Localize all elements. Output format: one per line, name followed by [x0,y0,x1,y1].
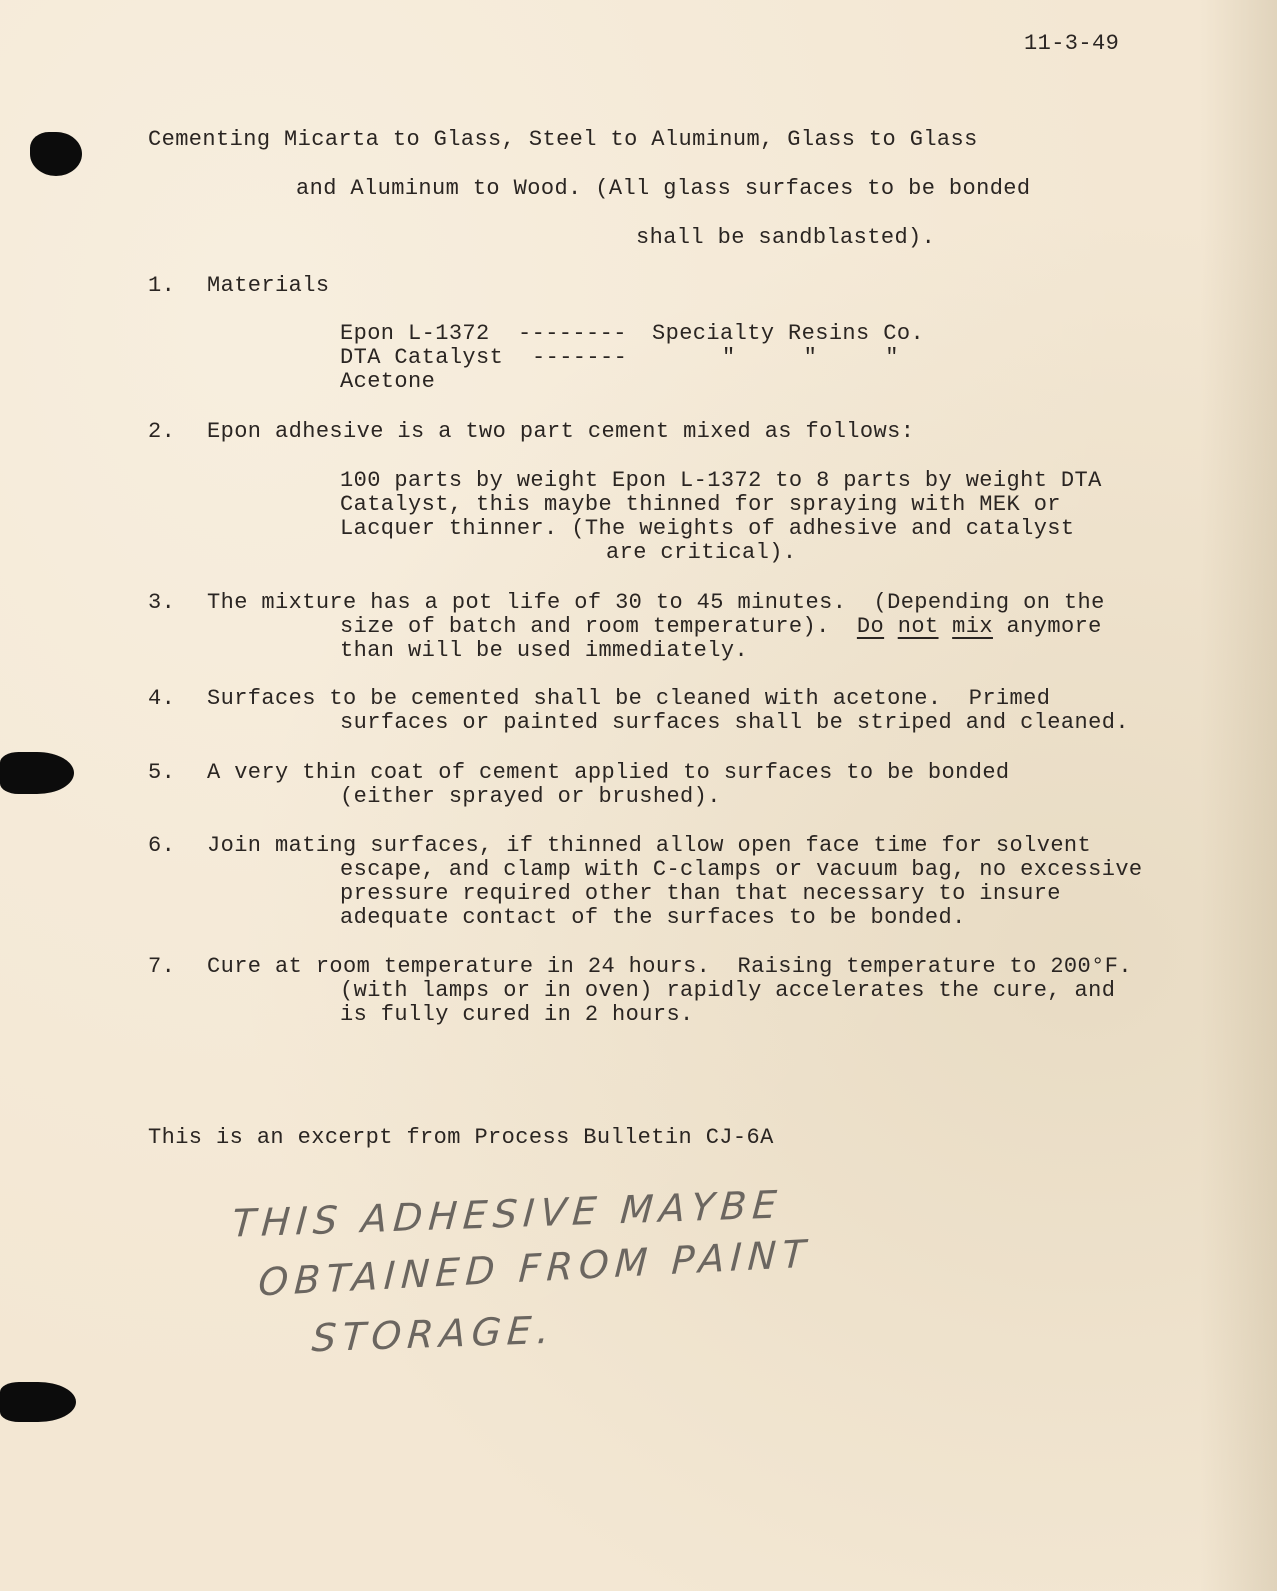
title-line: shall be sandblasted). [636,225,936,250]
document-date: 11-3-49 [1024,31,1120,56]
section-line: is fully cured in 2 hours. [340,1002,694,1027]
section-line: adequate contact of the surfaces to be bonded. [340,905,966,930]
material-dashes: ------- [532,345,628,370]
section-number: 2. [148,419,176,444]
detail-line: Lacquer thinner. (The weights of adhesive and catalyst [340,516,1075,541]
section-text: Epon adhesive is a two part cement mixed as follows: [207,419,915,444]
section-line: escape, and clamp with C-clamps or vacuum bag, no excessive [340,857,1143,882]
title-line: Cementing Micarta to Glass, Steel to Aluminum, Glass to Glass [148,127,978,152]
section-line: Surfaces to be cemented shall be cleaned with acetone. Primed [207,686,1051,711]
punch-hole-middle [0,752,74,794]
underlined-word: not [897,614,939,639]
section-number: 6. [148,833,176,858]
section-number: 3. [148,590,176,615]
underlined-word: Do [856,614,885,639]
section-line: Join mating surfaces, if thinned allow open face time for solvent [207,833,1092,858]
section-line: Cure at room temperature in 24 hours. Raising temperature to 200°F. [207,954,1132,979]
punch-hole-bottom [0,1382,76,1422]
material-dashes: -------- [518,321,627,346]
material-supplier-ditto: " " " [722,345,899,370]
detail-line: 100 parts by weight Epon L-1372 to 8 parts by weight DTA [340,468,1102,493]
handwritten-line: STORAGE. [310,1307,557,1361]
section-number: 5. [148,760,176,785]
underlined-word: mix [952,614,993,639]
section-line: (either sprayed or brushed). [340,784,721,809]
punch-hole-top [30,132,82,176]
material-name: DTA Catalyst [340,345,504,370]
handwritten-line: OBTAINED FROM PAINT [257,1231,813,1305]
section-line [340,615,1102,640]
section-line: The mixture has a pot life of 30 to 45 minutes. (Depending on the [207,590,1105,615]
section-line: A very thin coat of cement applied to surfaces to be bonded [207,760,1010,785]
line-text: size of batch and room temperature). [340,614,857,639]
section-line: (with lamps or in oven) rapidly accelerates the cure, and [340,978,1116,1003]
handwritten-line: THIS ADHESIVE MAYBE [230,1182,784,1246]
material-name: Epon L-1372 [340,321,490,346]
section-line: surfaces or painted surfaces shall be striped and cleaned. [340,710,1129,735]
material-name: Acetone [340,369,436,394]
detail-line: are critical). [606,540,797,565]
section-line: than will be used immediately. [340,638,749,663]
section-number: 7. [148,954,176,979]
material-supplier: Specialty Resins Co. [652,321,925,346]
detail-line: Catalyst, this maybe thinned for spraying with MEK or [340,492,1061,517]
section-number: 4. [148,686,176,711]
section-heading: Materials [207,273,330,298]
section-number: 1. [148,273,176,298]
title-line: and Aluminum to Wood. (All glass surfaces to be bonded [296,176,1031,201]
section-line: pressure required other than that necessary to insure [340,881,1061,906]
line-tail: anymore [992,614,1102,639]
footer-note: This is an excerpt from Process Bulletin CJ-6A [148,1125,774,1150]
